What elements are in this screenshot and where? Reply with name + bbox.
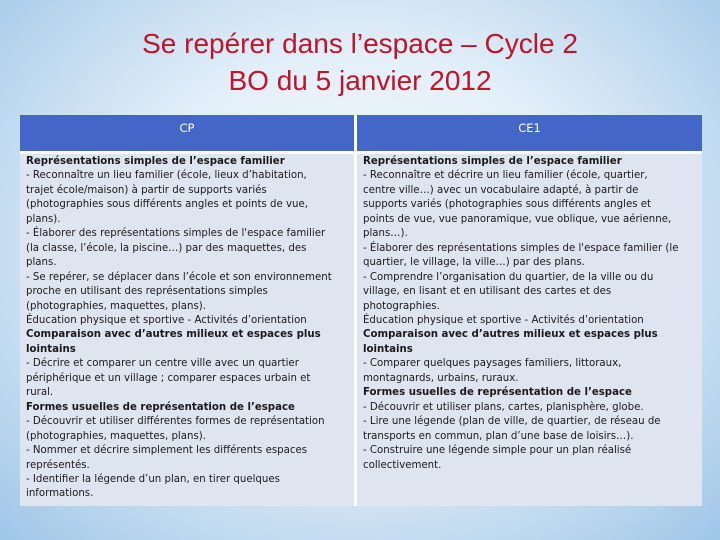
text-line: (la classe, l’école, la piscine…) par des maquettes, des: [26, 242, 307, 254]
text-line: périphérique et un village ; comparer espaces urbain et: [26, 372, 311, 384]
text-line: - Reconnaître et décrire un lieu familier (école, quartier,: [363, 170, 648, 182]
text-line: Éducation physique et sportive - Activités d’orientation: [26, 314, 307, 326]
text-line: - Se repérer, se déplacer dans l’école et son environnement: [26, 271, 332, 283]
text-line: informations.: [26, 488, 94, 500]
text-line: - Découvrir et utiliser différentes formes de représentation: [26, 416, 325, 428]
text-line: représentés.: [26, 459, 90, 471]
text-line: - Nommer et décrire simplement les différents espaces: [26, 445, 308, 457]
section-heading: Comparaison avec d’autres milieux et espaces plus: [26, 329, 321, 341]
text-line: photographies.: [363, 300, 440, 312]
page-title: Se repérer dans l’espace – Cycle 2: [142, 28, 578, 59]
text-line: collectivement.: [363, 459, 442, 471]
text-line: - Lire une légende (plan de ville, de quartier, de réseau de: [363, 416, 661, 428]
text-line: centre ville…) avec un vocabulaire adapté, à partir de: [363, 184, 639, 196]
text-line: trajet école/maison) à partir de supports variés: [26, 184, 267, 196]
text-line: plans.: [26, 257, 57, 269]
section-heading: lointains: [363, 343, 413, 355]
text-line: plans…).: [363, 228, 408, 240]
text-line: village, en lisant et en utilisant des cartes et des: [363, 286, 612, 298]
text-line: montagnards, urbains, ruraux.: [363, 372, 519, 384]
table-header-row: [20, 115, 702, 153]
text-line: - Décrire et comparer un centre ville avec un quartier: [26, 358, 299, 370]
header-cp: CP: [20, 115, 356, 153]
comparison-table: [20, 115, 702, 506]
header-ce1: CE1: [356, 115, 703, 153]
text-line: proche en utilisant des représentations simples: [26, 286, 268, 298]
text-line: (photographies, maquettes, plans).: [26, 300, 206, 312]
section-heading: lointains: [26, 343, 76, 355]
text-line: supports variés (photographies sous différents angles et: [363, 199, 652, 211]
ce1-content: [363, 155, 698, 473]
text-line: - Reconnaître un lieu familier (école, lieux d’habitation,: [26, 170, 307, 182]
text-line: - Comprendre l’organisation du quartier, de la ville ou du: [363, 271, 654, 283]
text-line: rural.: [26, 387, 54, 399]
text-line: transports en commun, plan d’une base de loisirs…).: [363, 430, 634, 442]
text-line: - Découvrir et utiliser plans, cartes, planisphère, globe.: [363, 401, 644, 413]
text-line: - Élaborer des représentations simples de l'espace familier: [26, 228, 326, 240]
section-heading: Formes usuelles de représentation de l’espace: [363, 387, 632, 399]
text-line: (photographies sous différents angles et points de vue,: [26, 199, 308, 211]
text-line: - Élaborer des représentations simples de l'espace familier (le: [363, 242, 679, 254]
table-row: [20, 153, 702, 507]
section-heading: Formes usuelles de représentation de l’espace: [26, 401, 295, 413]
section-heading: Représentations simples de l’espace familier: [363, 156, 622, 167]
section-heading: Représentations simples de l’espace familier: [26, 156, 285, 167]
ce1-cell: [356, 153, 703, 507]
text-line: plans).: [26, 213, 61, 225]
text-line: - Construire une légende simple pour un plan réalisé: [363, 445, 632, 457]
cp-cell: [20, 153, 356, 507]
text-line: (photographies, maquettes, plans).: [26, 430, 206, 442]
text-line: - Identifier la légende d’un plan, en tirer quelques: [26, 473, 280, 485]
text-line: points de vue, vue panoramique, vue oblique, vue aérienne,: [363, 213, 672, 225]
page-subtitle: BO du 5 janvier 2012: [228, 65, 492, 96]
section-heading: Comparaison avec d’autres milieux et espaces plus: [363, 329, 658, 341]
text-line: - Comparer quelques paysages familiers, littoraux,: [363, 358, 622, 370]
cp-content: [26, 155, 350, 502]
text-line: Éducation physique et sportive - Activités d’orientation: [363, 314, 644, 326]
text-line: quartier, le village, la ville…) par des plans.: [363, 257, 585, 269]
